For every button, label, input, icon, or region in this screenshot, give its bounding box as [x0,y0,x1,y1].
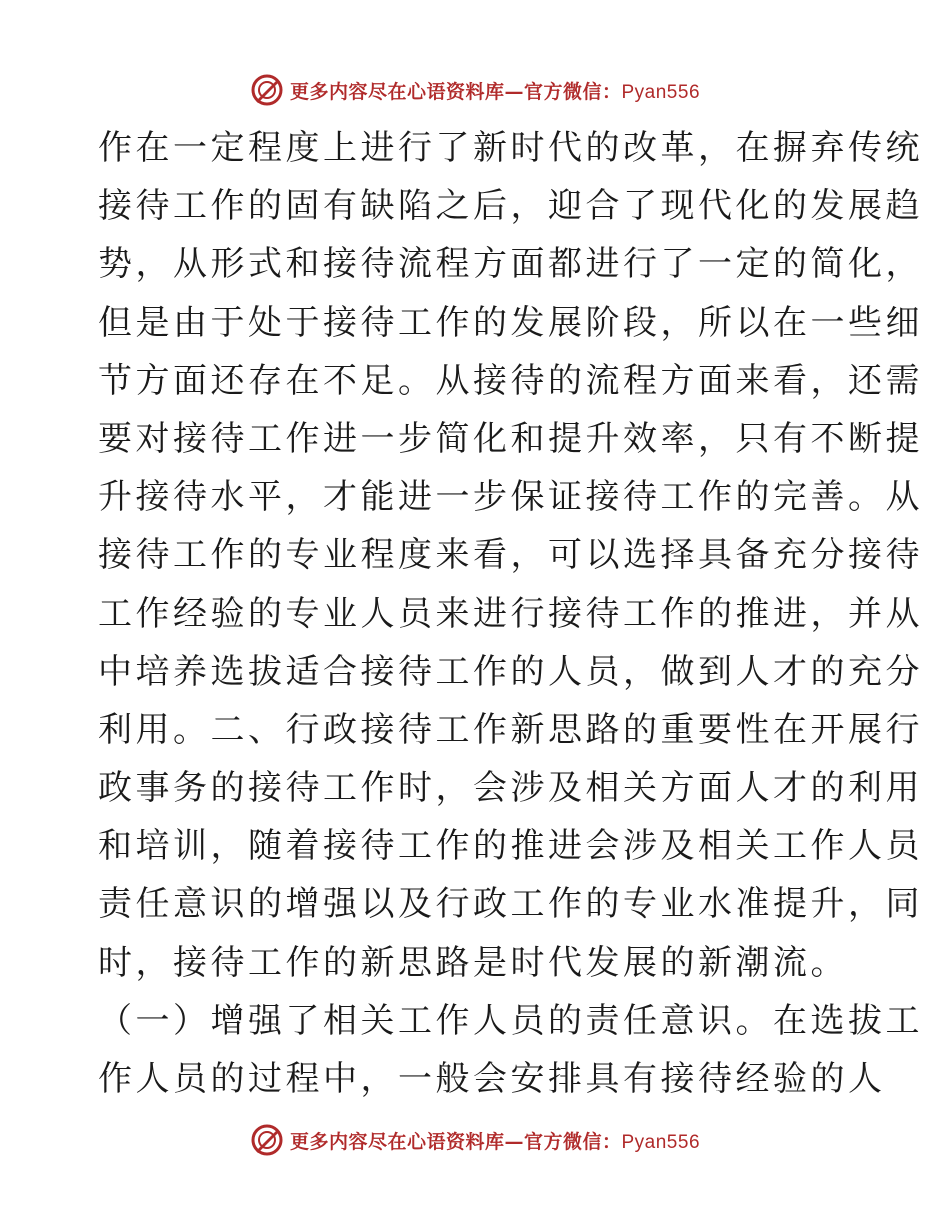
text-line: （一）增强了相关工作人员的责任意识。在选拔工 [98,1000,923,1041]
text-line: 势，从形式和接待流程方面都进行了一定的简化， [98,244,923,285]
document-body [98,119,923,1108]
logo-icon [250,73,284,107]
text-line: 工作经验的专业人员来进行接待工作的推进，并从 [98,593,923,634]
footer-wechat-id: Pyan556 [621,1131,701,1153]
text-line: 要对接待工作进一步简化和提升效率，只有不断提 [98,418,923,459]
footer-banner [0,1120,950,1160]
text-line: 接待工作的固有缺陷之后，迎合了现代化的发展趋 [98,186,923,227]
text-line: 作人员的过程中，一般会安排具有接待经验的人 [98,1059,886,1099]
text-line: 中培养选拔适合接待工作的人员，做到人才的充分 [98,651,923,692]
text-line: 时，接待工作的新思路是时代发展的新潮流。 [98,942,848,983]
text-line: 接待工作的专业程度来看，可以选择具备充分接待 [98,535,923,576]
header-banner [0,70,950,110]
text-line: 作在一定程度上进行了新时代的改革，在摒弃传统 [98,128,923,168]
text-line: 但是由于处于接待工作的发展阶段，所以在一些细 [98,302,923,343]
text-line: 政事务的接待工作时，会涉及相关方面人才的利用 [98,768,923,809]
text-line: 利用。二、行政接待工作新思路的重要性在开展行 [98,709,923,750]
text-line: 升接待水平，才能进一步保证接待工作的完善。从 [98,477,923,518]
text-line: 和培训，随着接待工作的推进会涉及相关工作人员 [98,826,923,867]
footer-banner-text: 更多内容尽在心语资料库—官方微信：Pyan556 [289,1130,701,1153]
header-wechat-id: Pyan556 [621,81,701,103]
text-line: 责任意识的增强以及行政工作的专业水准提升，同 [98,884,923,925]
header-banner-text: 更多内容尽在心语资料库—官方微信：Pyan556 [289,80,701,103]
text-line: 节方面还存在不足。从接待的流程方面来看，还需 [98,360,923,401]
logo-icon [250,1123,284,1157]
